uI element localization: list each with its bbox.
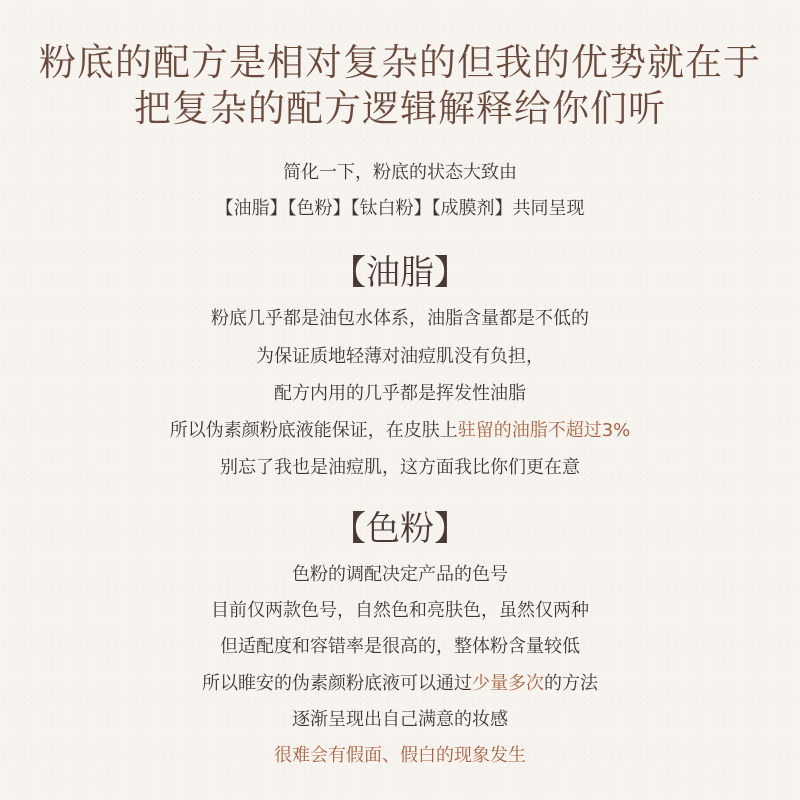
pigment-line-4 xyxy=(0,671,800,697)
oil-line-1: 粉底几乎都是油包水体系，油脂含量都是不低的 xyxy=(211,308,589,329)
oil-line-5: 别忘了我也是油痘肌，这方面我比你们更在意 xyxy=(220,457,580,478)
pigment-line-4-suffix: 的方法 xyxy=(544,673,598,694)
page-title-line-2: 把复杂的配方逻辑解释给你们听 xyxy=(134,87,666,130)
page-title-line-1: 粉底的配方是相对复杂的但我的优势就在于 xyxy=(39,41,761,84)
pigment-line-1: 色粉的调配决定产品的色号 xyxy=(292,564,508,585)
pigment-line-3: 但适配度和容错率是很高的，整体粉含量较低 xyxy=(220,636,580,657)
section-title-pigment: 【色粉】 xyxy=(332,509,468,549)
oil-line-3: 配方内用的几乎都是挥发性油脂 xyxy=(274,383,526,404)
intro-line-1: 简化一下，粉底的状态大致由 xyxy=(283,162,517,183)
oil-line-4 xyxy=(0,418,800,444)
oil-line-4-text: 所以伪素颜粉底液能保证，在皮肤上 xyxy=(169,420,458,441)
pigment-line-5: 逐渐呈现出自己满意的妆感 xyxy=(292,709,508,730)
section-title-oil: 【油脂】 xyxy=(332,253,468,293)
pigment-line-4-text: 所以睢安的伪素颜粉底液可以通过 xyxy=(202,673,472,694)
pigment-line-2: 目前仅两款色号，自然色和亮肤色，虽然仅两种 xyxy=(211,600,589,621)
pigment-line-4-highlight: 少量多次 xyxy=(472,673,544,694)
oil-line-2: 为保证质地轻薄对油痘肌没有负担， xyxy=(256,346,544,367)
intro-line-2: 【油脂】【色粉】【钛白粉】【成膜剂】共同呈现 xyxy=(215,198,585,219)
pigment-line-6-highlight: 很难会有假面、假白的现象发生 xyxy=(274,745,526,766)
oil-line-4-highlight: 驻留的油脂不超过3% xyxy=(457,420,631,441)
